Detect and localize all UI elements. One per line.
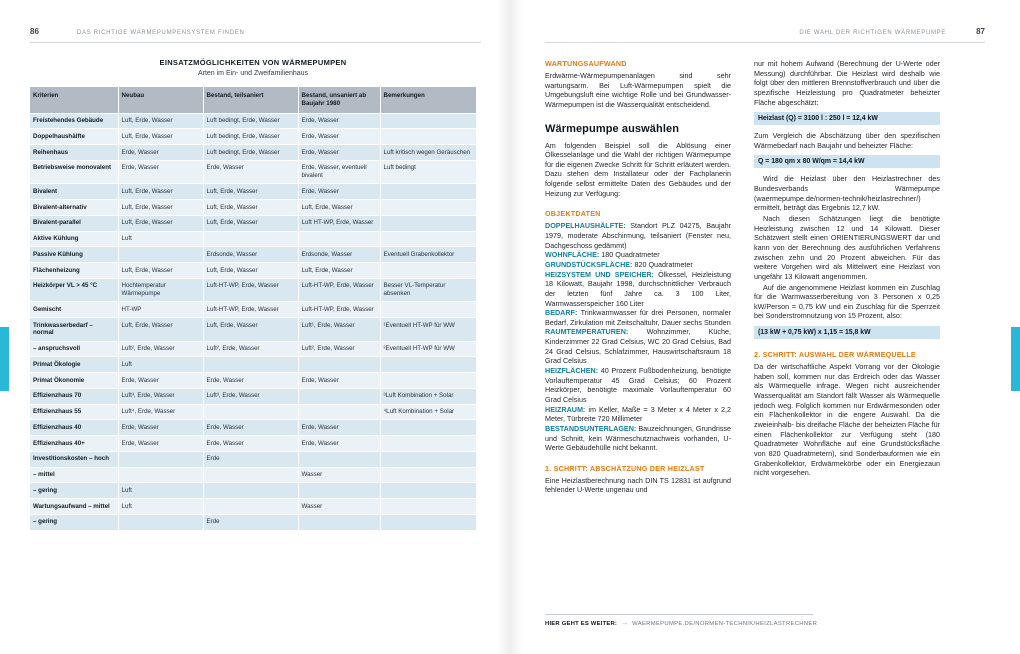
object-data-value: im Keller, Maße = 3 Meter x 4 Meter x 2,2 Meter, Türbreite 720 Millimeter (545, 404, 731, 424)
table-row (30, 499, 476, 515)
criterion-cell: Wartungsaufwand – mittel (30, 499, 118, 515)
table-header-row (30, 87, 476, 113)
criterion-cell: Flächenheizung (30, 263, 118, 279)
article-columns (545, 59, 941, 496)
value-cell: Erde (203, 514, 298, 530)
value-cell: Erde, Wasser, eventuell bivalent (298, 160, 380, 184)
value-cell (203, 231, 298, 247)
criterion-cell: Primat Ökologie (30, 357, 118, 373)
value-cell: Erde (203, 451, 298, 467)
value-cell: Erde, Wasser (203, 420, 298, 436)
remark-cell (380, 420, 476, 436)
section-heading: OBJEKTDATEN (545, 209, 601, 219)
value-cell (118, 467, 203, 483)
object-data-label: HEIZSYSTEM UND SPEICHER: (545, 269, 659, 279)
value-cell: Luft-HT-WP, Erde, Wasser (203, 302, 298, 318)
value-cell: Erde, Wasser (298, 184, 380, 200)
value-cell: Luft bedingt, Erde, Wasser (203, 113, 298, 129)
table-body (30, 113, 476, 530)
criterion-cell: Heizkörper VL > 45 °C (30, 278, 118, 302)
value-cell: Luft, Erde, Wasser (203, 200, 298, 216)
table-row (30, 278, 476, 302)
table-header (30, 87, 476, 113)
value-cell: Luft, Erde, Wasser (203, 215, 298, 231)
object-data-label: BESTANDSUNTERLAGEN: (545, 423, 639, 433)
value-cell: Luft², Erde, Wasser (203, 341, 298, 357)
value-cell: Erde, Wasser (203, 436, 298, 452)
remark-cell: Luft bedingt (380, 160, 476, 184)
text-column-1 (545, 59, 731, 496)
value-cell: Erde, Wasser (118, 373, 203, 389)
value-cell: Luft-HT-WP, Erde, Wasser (203, 278, 298, 302)
value-cell: Luft-HT-WP, Erde, Wasser (298, 278, 380, 302)
object-data-label: BEDARF: (545, 308, 581, 318)
paragraph: Wird die Heizlast über den Heizlastrechner des Bundesverbands Wärmepumpe (waermepumpe.de/normen-technik/heizlastrechner/) ermittelt, beträgt das Ergebnis 12,7 kW. (754, 174, 940, 213)
criterion-cell: Primat Ökonomie (30, 373, 118, 389)
section-heading: 2. SCHRITT: AUSWAHL DER WÄRMEQUELLE (754, 350, 916, 360)
value-cell: Erde, Wasser (118, 160, 203, 184)
object-data-item (545, 424, 731, 453)
running-head-left-text: DAS RICHTIGE WÄRMEPUMPENSYSTEM FINDEN (76, 30, 245, 36)
value-cell (298, 404, 380, 420)
column-header: Bemerkungen (380, 87, 476, 113)
value-cell: Luft², Erde, Wasser (298, 341, 380, 357)
value-cell (118, 514, 203, 530)
paragraph: Auf die angenommene Heizlast kommen ein Zuschlag für die Warmwasserbereitung von 3 Personen x 0,25 kW/Person = 0,75 kW und ein Zuschlag für die Sperrzeit bei Sonderstromnutzung von 15 Prozent, also: (754, 282, 940, 321)
paragraph: Zum Vergleich die Abschätzung über den spezifischen Wärmebedarf nach Baujahr und beheizter Fläche: (754, 131, 940, 150)
criterion-cell: Bivalent (30, 184, 118, 200)
table-row (30, 357, 476, 373)
value-cell (298, 514, 380, 530)
page-right (510, 0, 1020, 654)
value-cell: Luft¹, Erde, Wasser (298, 318, 380, 342)
table-row (30, 514, 476, 530)
value-cell: Luft⁴, Erde, Wasser (118, 404, 203, 420)
object-data-item (545, 260, 731, 270)
value-cell: Luft bedingt, Erde, Wasser (203, 145, 298, 161)
criterion-cell: Bivalent-parallel (30, 215, 118, 231)
page-number-right: 87 (976, 27, 985, 36)
remark-cell: ²Eventuell HT-WP für WW (380, 341, 476, 357)
object-data-value: 820 Quadratmeter (634, 259, 693, 269)
page-number-left: 86 (30, 27, 39, 36)
table-row (30, 231, 476, 247)
table-title: EINSATZMÖGLICHKEITEN VON WÄRMEPUMPEN (159, 58, 347, 67)
value-cell: Luft bedingt, Erde, Wasser (203, 129, 298, 145)
value-cell: Luft, Erde, Wasser (118, 215, 203, 231)
table-row (30, 404, 476, 420)
value-cell: Luft, Erde, Wasser (118, 129, 203, 145)
value-cell: Luft (118, 483, 203, 499)
table-row (30, 467, 476, 483)
value-cell (298, 451, 380, 467)
criterion-cell: – anspruchsvoll (30, 341, 118, 357)
object-data-label: DOPPELHAUSHÄLFTE: (545, 221, 631, 231)
column-header: Kriterien (30, 87, 118, 113)
value-cell: Erde, Wasser (118, 436, 203, 452)
table-row (30, 318, 476, 342)
value-cell: Hochtemperatur Wärmepumpe (118, 278, 203, 302)
heat-pump-table (30, 87, 477, 531)
criterion-cell: Aktive Kühlung (30, 231, 118, 247)
value-cell: Erde, Wasser (203, 160, 298, 184)
table-row (30, 483, 476, 499)
object-data-item (545, 221, 731, 250)
table-row (30, 160, 476, 184)
running-head-left (30, 0, 481, 43)
value-cell: Erde, Wasser (298, 145, 380, 161)
value-cell: Luft-HT-WP, Erde, Wasser (298, 302, 380, 318)
value-cell (118, 451, 203, 467)
remark-cell (380, 499, 476, 515)
value-cell: Wasser (298, 499, 380, 515)
value-cell: Luft (118, 499, 203, 515)
value-cell (203, 404, 298, 420)
object-data-label: HEIZFLÄCHEN: (545, 366, 601, 376)
object-data-list (545, 221, 731, 452)
section-heading: WARTUNGSAUFWAND (545, 59, 627, 68)
value-cell: Luft, Erde, Wasser (203, 318, 298, 342)
table-row (30, 113, 476, 129)
text-column-2 (754, 59, 940, 496)
object-data-label: HEIZRAUM: (545, 404, 589, 414)
value-cell: Erde, Wasser (298, 420, 380, 436)
section-heading: 1. SCHRITT: ABSCHÄTZUNG DER HEIZLAST (545, 463, 705, 473)
value-cell (203, 467, 298, 483)
remark-cell (380, 483, 476, 499)
criterion-cell: – gering (30, 483, 118, 499)
value-cell: Erdsonde, Wasser (298, 247, 380, 263)
object-data-item (545, 405, 731, 424)
object-data-value: 180 Quadratmeter (601, 250, 660, 260)
value-cell: Erde, Wasser (298, 373, 380, 389)
object-data-item (545, 327, 731, 366)
criterion-cell: Effizienzhaus 55 (30, 404, 118, 420)
value-cell: Luft, Erde, Wasser (298, 263, 380, 279)
criterion-cell: – mittel (30, 467, 118, 483)
remark-cell (380, 129, 476, 145)
remark-cell (380, 451, 476, 467)
paragraph: Da der wirtschaftliche Aspekt Vorrang vor der Ökologie haben soll, kommen nur das Erdreich oder das Wasser als Wärmequelle infrage. Wegen nicht ausreichender Wasserqualität am Standort fällt Wasser als Wärmequelle jedoch weg. Folglich kommen nur Erdwärmesonden oder ein Flächenkollektor in die engere Auswahl. Da die zweieinhalb- bis dreifache Fläche der beheizten Fläche für einen Flächenkollektor zur Verfügung steht (180 Quadratmeter Wohnfläche auf eine Grundstücksfläche von 820 Quadratmetern), sind Sonderbauformen wie ein Grabenkollektor, Erdwärmekörbe oder ein Energiezaun nicht vorgesehen. (754, 362, 940, 478)
object-data-item (545, 366, 731, 405)
paragraph: nur mit hohem Aufwand (Berechnung der U-Werte oder Messung) durchführbar. Die Heizlast wird deshalb wie folgt über den mittleren Brennstoffverbrauch und über die spezifische Heizleistung pro Quadratmeter beheizter Fläche abgeschätzt: (754, 59, 940, 107)
value-cell: Erde, Wasser (298, 113, 380, 129)
remark-cell (380, 231, 476, 247)
value-cell: Luft³, Erde, Wasser (203, 388, 298, 404)
value-cell: Luft HT-WP, Erde, Wasser (298, 215, 380, 231)
table-row (30, 302, 476, 318)
table-row (30, 451, 476, 467)
remark-cell: Luft kritisch wegen Geräuschen (380, 145, 476, 161)
remark-cell (380, 436, 476, 452)
object-data-item (545, 250, 731, 260)
table-row (30, 145, 476, 161)
value-cell: Erde, Wasser (118, 145, 203, 161)
criterion-cell: Freistehendes Gebäude (30, 113, 118, 129)
criterion-cell: Passive Kühlung (30, 247, 118, 263)
value-cell: Luft, Erde, Wasser (298, 200, 380, 216)
table-row (30, 215, 476, 231)
remark-cell: ⁴Luft Kombination + Solar (380, 404, 476, 420)
table-row (30, 184, 476, 200)
remark-cell (380, 113, 476, 129)
value-cell: Luft, Erde, Wasser (203, 184, 298, 200)
table-row (30, 200, 476, 216)
paragraph: Am folgenden Beispiel soll die Ablösung einer Ölkesselanlage und die Wahl der richtigen Wärmepumpe für die eigenen Zwecke Schritt für Schritt erläutert werden. Dazu stehen dem Installateur oder der Fachplanerin folgende selbst ermittelte Daten des Gebäudes und der Heizung zur Verfügung: (545, 140, 731, 198)
remark-cell (380, 373, 476, 389)
footer-link-bar (545, 614, 818, 627)
object-data-label: WOHNFLÄCHE: (545, 250, 602, 260)
value-cell: Erde, Wasser (298, 129, 380, 145)
formula-highlight: (13 kW + 0,75 kW) x 1,15 = 15,8 kW (754, 326, 940, 339)
heat-pump-table-section (30, 58, 476, 531)
criterion-cell: Effizienzhaus 40 (30, 420, 118, 436)
table-row (30, 247, 476, 263)
criterion-cell: Reihenhaus (30, 145, 118, 161)
object-data-label: RAUMTEMPERATUREN: (545, 327, 647, 337)
object-data-value: Standort PLZ 04275, Baujahr 1979, moderate Abschirmung, teilsaniert (Fenster neu, Dachgeschoss gedämmt) (545, 221, 731, 250)
value-cell (298, 357, 380, 373)
remark-cell (380, 215, 476, 231)
value-cell: Luft, Erde, Wasser (118, 318, 203, 342)
object-data-label: GRUNDSTÜCKSFLÄCHE: (545, 259, 635, 269)
value-cell (203, 499, 298, 515)
value-cell (203, 483, 298, 499)
object-data-value: Ölkessel, Heizleistung 18 Kilowatt, Baujahr 1998, durchschnittlicher Verbrauch der letzten fünf Jahre ca. 3 100 Liter, Warmwasserspeicher 160 Liter (545, 269, 731, 308)
paragraph: Erdwärme-Wärmepumpenanlagen sind sehr wartungsarm. Bei Luft-Wärmepumpen spielt die Umgebungsluft eine wichtige Rolle und bei Grundwasser-Wärmepumpen ist die Wasserqualität entscheidend. (545, 71, 731, 109)
remark-cell (380, 200, 476, 216)
table-row (30, 373, 476, 389)
remark-cell (380, 302, 476, 318)
value-cell: Luft², Erde, Wasser (118, 341, 203, 357)
footer-label: HIER GEHT ES WEITER: (545, 621, 618, 627)
criterion-cell: Betriebsweise monovalent (30, 160, 118, 184)
paragraph: Nach diesen Schätzungen liegt die benötigte Heizleistung zwischen 12 und 14 Kilowatt. Dieser Schätzwert stellt einen ORIENTIERUNGSWERT dar und kann von der Berechnung des ausführlichen Verfahrens zwischen zehn und 20 Prozent abweichen. Für das weitere Vorgehen wird als Mittelwert eine Heizlast von ungefähr 13 Kilowatt angenommen. (754, 214, 940, 281)
criterion-cell: Doppelhaushälfte (30, 129, 118, 145)
value-cell: Luft, Erde, Wasser (118, 263, 203, 279)
remark-cell (380, 467, 476, 483)
value-cell: HT-WP (118, 302, 203, 318)
table-row (30, 129, 476, 145)
value-cell: Erdsonde, Wasser (203, 247, 298, 263)
column-header: Bestand, teilsaniert (203, 87, 298, 113)
value-cell (298, 231, 380, 247)
formula-highlight: Heizlast (Q) = 3100 l : 250 l = 12,4 kW (754, 112, 940, 125)
remark-cell (380, 514, 476, 530)
object-data-item (545, 270, 731, 309)
value-cell (298, 388, 380, 404)
criterion-cell: Trinkwasserbedarf – normal (30, 318, 118, 342)
value-cell (203, 357, 298, 373)
value-cell: Luft³, Erde, Wasser (118, 388, 203, 404)
remark-cell: Eventuell Grabenkollektor (380, 247, 476, 263)
criterion-cell: Gemischt (30, 302, 118, 318)
arrow-right-icon: → (621, 620, 629, 627)
criterion-cell: Effizienzhaus 70 (30, 388, 118, 404)
object-data-value: Bauzeichnungen, Grundrisse und Schnitt, kein Wärmeschutznachweis vorhanden, U-Werte Gebäudehülle nicht bekannt. (545, 423, 732, 453)
footer-link[interactable]: WAERMEPUMPE.DE/NORMEN-TECHNIK/HEIZLASTRECHNER (632, 621, 818, 627)
remark-cell: Besser VL-Temperatur absenken (380, 278, 476, 302)
value-cell: Erde, Wasser (203, 373, 298, 389)
value-cell: Erde, Wasser (118, 420, 203, 436)
object-data-item (545, 308, 731, 327)
table-row (30, 436, 476, 452)
value-cell: Luft, Erde, Wasser (118, 184, 203, 200)
table-row (30, 341, 476, 357)
object-data-value: Trinkwarmwasser für drei Personen, normaler Bedarf, Zirkulation mit Zeitschaltuhr, Dauer sechs Stunden (545, 308, 731, 327)
table-row (30, 420, 476, 436)
paragraph: Eine Heizlastberechnung nach DIN TS 12831 ist aufgrund fehlender U-Werte ungenau und (545, 475, 731, 495)
value-cell: Luft, Erde, Wasser (118, 200, 203, 216)
running-head-right-text: DIE WAHL DER RICHTIGEN WÄRMEPUMPE (799, 30, 947, 36)
table-row (30, 263, 476, 279)
criterion-cell: – gering (30, 514, 118, 530)
remark-cell (380, 357, 476, 373)
value-cell: Luft, Erde, Wasser (203, 263, 298, 279)
criterion-cell: Effizienzhaus 40+ (30, 436, 118, 452)
article-heading: Wärmepumpe auswählen (545, 122, 680, 135)
value-cell: Luft (118, 357, 203, 373)
value-cell (118, 247, 203, 263)
remark-cell: ¹Eventuell HT-WP für WW (380, 318, 476, 342)
column-header: Neubau (118, 87, 203, 113)
table-subtitle: Arten im Ein- und Zweifamilienhaus (197, 70, 309, 77)
object-data-value: 40 Prozent Fußbodenheizung, benötigte Vorlauftemperatur 45 Grad Celsius; 60 Prozent Heizkörper, benötigte maximale Vorlauftemperatur 60 Grad Celsius (545, 366, 731, 404)
value-cell: Wasser (298, 467, 380, 483)
criterion-cell: Bivalent-alternativ (30, 200, 118, 216)
remark-cell (380, 184, 476, 200)
value-cell (298, 483, 380, 499)
formula-highlight: Q = 180 qm x 80 W/qm = 14,4 kW (754, 155, 940, 168)
remark-cell: ³Luft Kombination + Solar (380, 388, 476, 404)
running-head-right (545, 0, 985, 43)
value-cell: Luft (118, 231, 203, 247)
column-header: Bestand, unsaniert ab Baujahr 1980 (298, 87, 380, 113)
criterion-cell: Investitionskosten – hoch (30, 451, 118, 467)
value-cell: Erde, Wasser (298, 436, 380, 452)
object-data-value: Wohnzimmer, Küche, Kinderzimmer 22 Grad Celsius, WC 20 Grad Celsius, Bad 24 Grad Celsius, Schlafzimmer, Hauswirtschaftsraum 18 Grad Celsius (545, 327, 731, 366)
value-cell: Luft, Erde, Wasser (118, 113, 203, 129)
table-row (30, 388, 476, 404)
remark-cell (380, 263, 476, 279)
